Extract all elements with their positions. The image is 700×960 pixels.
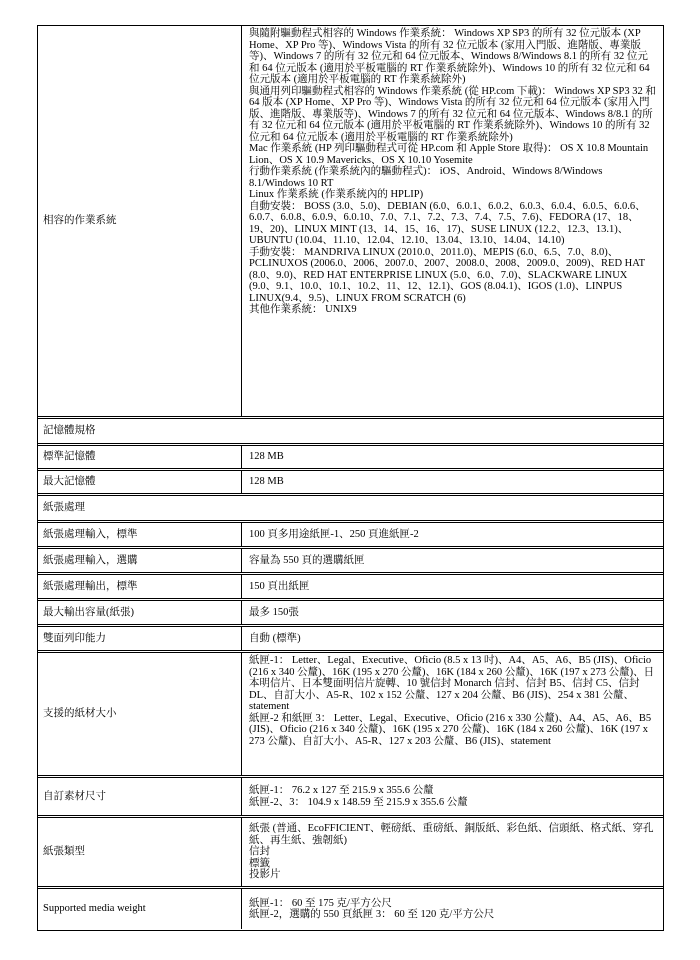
types-row: [38, 818, 663, 889]
input-opt-label: 紙張處理輸入，選購: [38, 549, 242, 572]
max-memory-value: 128 MB: [249, 476, 284, 488]
custom-size-line: 紙匣-1： 76.2 x 127 至 215.9 x 355.6 公釐: [249, 785, 434, 796]
weight-line: 紙匣-1： 60 至 175 克/平方公尺: [249, 897, 392, 909]
input-std-row: [38, 523, 663, 549]
sizes-row: [38, 653, 663, 778]
duplex-row: [38, 627, 663, 653]
input-opt-row: [38, 549, 663, 575]
memory-section: [38, 419, 663, 446]
output-std-value: 150 頁出紙匣: [249, 580, 310, 592]
paper-section: [38, 496, 663, 523]
max-memory-label: 最大記憶體: [38, 471, 242, 493]
input-std-value: 100 頁多用途紙匣-1、250 頁進紙匣-2: [249, 528, 419, 540]
std-memory-value: 128 MB: [249, 451, 284, 463]
sizes-value: [243, 653, 663, 775]
os-line: 其他作業系統： UNIX9: [249, 304, 357, 315]
os-label: 相容的作業系統: [38, 26, 242, 416]
custom-size-line: 紙匣-2、3： 104.9 x 148.59 至 215.9 x 355.6 公釐: [249, 796, 468, 808]
weight-line: 紙匣-2，選購的 550 頁紙匣 3： 60 至 120 克/平方公尺: [249, 909, 495, 920]
std-memory-row: [38, 446, 663, 471]
max-output-label: 最大輸出容量(紙張): [38, 601, 242, 624]
types-label: 紙張類型: [38, 818, 242, 886]
os-line: 手動安裝： MANDRIVA LINUX (2010.0、2011.0)、MEPIS (6.0、6.5、7.0、8.0)、PCLINUXOS (2006.0、2006、2007.0、2007、2008.0、2008、2009.0、2009)、RED HAT (8.0、9.0)、RED HAT ENTERPRISE LINUX (5.0、6.0、7.0)、SLACKWARE LINUX (9.0、9.1、10.0、10.1、10.2、11、12、12.1)、GOS (8.04.1)、IGOS (1.0)、LINPUS LINUX(9.4、9.5)、LINUX FROM SCRATCH (6): [249, 246, 645, 304]
duplex-value: 自動 (標準): [249, 632, 301, 644]
custom-size-label: 自訂素材尺寸: [38, 778, 242, 815]
os-line: 行動作業系統 (作業系統內的驅動程式)： iOS、Android、Windows 8/Windows 8.1/Windows 10 RT: [249, 166, 603, 189]
weight-label: Supported media weight: [38, 889, 242, 929]
input-opt-value: 容量為 550 頁的選購紙匣: [249, 554, 365, 566]
os-row: [38, 26, 663, 419]
custom-size-value: [243, 778, 663, 815]
os-line: 自動安裝： BOSS (3.0、5.0)、DEBIAN (6.0、6.0.1、6.0.2、6.0.3、6.0.4、6.0.5、6.0.6、6.0.7、6.0.8、6.0.9、6.0.10、7.0、7.1、7.2、7.3、7.4、7.5、7.6)、FEDORA (17、18、19、20)、LINUX MINT (13、14、15、16、17)、SUSE LINUX (12.2、12.3、13.1)、UBUNTU (10.04、11.10、12.04、12.10、13.04、13.10、14.04、14.10): [249, 200, 646, 246]
output-std-label: 紙張處理輸出，標準: [38, 575, 242, 598]
custom-size-row: [38, 778, 663, 818]
duplex-label: 雙面列印能力: [38, 627, 242, 650]
max-memory-row: [38, 471, 663, 496]
sizes-line: 紙匣-1： Letter、Legal、Executive、Oficio (8.5 x 13 吋)、A4、A5、A6、B5 (JIS)、Oficio (216 x 340 公釐)、16K (195 x 270 公釐)、16K (184 x 260 公釐)、16K (197 x 273 公釐)、日本明信片、日本雙面明信片旋轉、10 號信封 Monarch 信封、信封 B5、信封 C5、信封 DL、自訂大小、A5-R、102 x 152 公釐、127 x 204 公釐、B6 (JIS)、254 x 381 公釐、statement: [249, 655, 655, 712]
os-line: 與隨附驅動程式相容的 Windows 作業系統： Windows XP SP3 的所有 32 位元版本 (XP Home、XP Pro 等)、Windows Vista 的所有 32 位元版本 (家用入門版、進階版、專業版等)、Windows 7 的所有 32 位元和 64 位元版本、Windows 8/Windows 8.1 的所有 32 位元和 64 位元版本 (適用於平板電腦的 RT 作業系統除外)、Windows 10 的所有 32 位元和 64 位元版本 (適用於平板電腦的 RT 作業系統除外): [249, 28, 650, 85]
types-line: 標籤: [249, 857, 270, 869]
weight-value: [243, 889, 663, 929]
spec-table: [37, 25, 664, 931]
max-output-row: [38, 601, 663, 627]
sizes-line: 紙匣-2 和紙匣 3： Letter、Legal、Executive、Oficio (216 x 330 公釐)、A4、A5、A6、B5 (JIS)、Oficio (216 x 340 公釐)、16K (195 x 270 公釐)、16K (184 x 260 公釐)、16K (197 x 273 公釐)、自訂大小、A5-R、127 x 203 公釐、B6 (JIS)、statement: [249, 712, 652, 747]
types-value: [243, 818, 663, 886]
os-line: Mac 作業系統 (HP 列印驅動程式可從 HP.com 和 Apple Store 取得)： OS X 10.8 Mountain Lion、OS X 10.9 Mavericks、OS X 10.10 Yosemite: [249, 143, 649, 166]
types-line: 紙張 (普通、EcoFFICIENT、輕磅紙、重磅紙、銅版紙、彩色紙、信頭紙、格式紙、穿孔紙、再生紙、強韌紙): [249, 823, 654, 846]
memory-section-title: 記憶體規格: [43, 425, 96, 436]
max-output-value: 最多 150張: [249, 606, 299, 618]
paper-section-title: 紙張處理: [43, 502, 85, 513]
os-line: 與通用列印驅動程式相容的 Windows 作業系統 (從 HP.com 下載)： Windows XP SP3 32 和 64 版本 (XP Home、XP Pro 等)、Windows Vista 的所有 32 位元和 64 位元版本 (家用入門版、進階版、專業版等)、Windows 7 的所有 32 位元和 64 位元版本、Windows 8/8.1 的所有 32 位元和 64 位元版本 (適用於平板電腦的 RT 作業系統除外)、Windows 10 的所有 32 位元和 64 位元版本 (適用於平板電腦的 RT 作業系統除外): [249, 85, 656, 143]
std-memory-label: 標準記憶體: [38, 446, 242, 468]
types-line: 投影片: [249, 869, 281, 881]
types-line: 信封: [249, 846, 270, 858]
weight-row: [38, 889, 663, 929]
sizes-label: 支援的紙材大小: [38, 653, 242, 775]
output-std-row: [38, 575, 663, 601]
os-line: Linux 作業系統 (作業系統內的 HPLIP): [249, 189, 424, 200]
input-std-label: 紙張處理輸入，標準: [38, 523, 242, 546]
os-value: [243, 26, 663, 416]
